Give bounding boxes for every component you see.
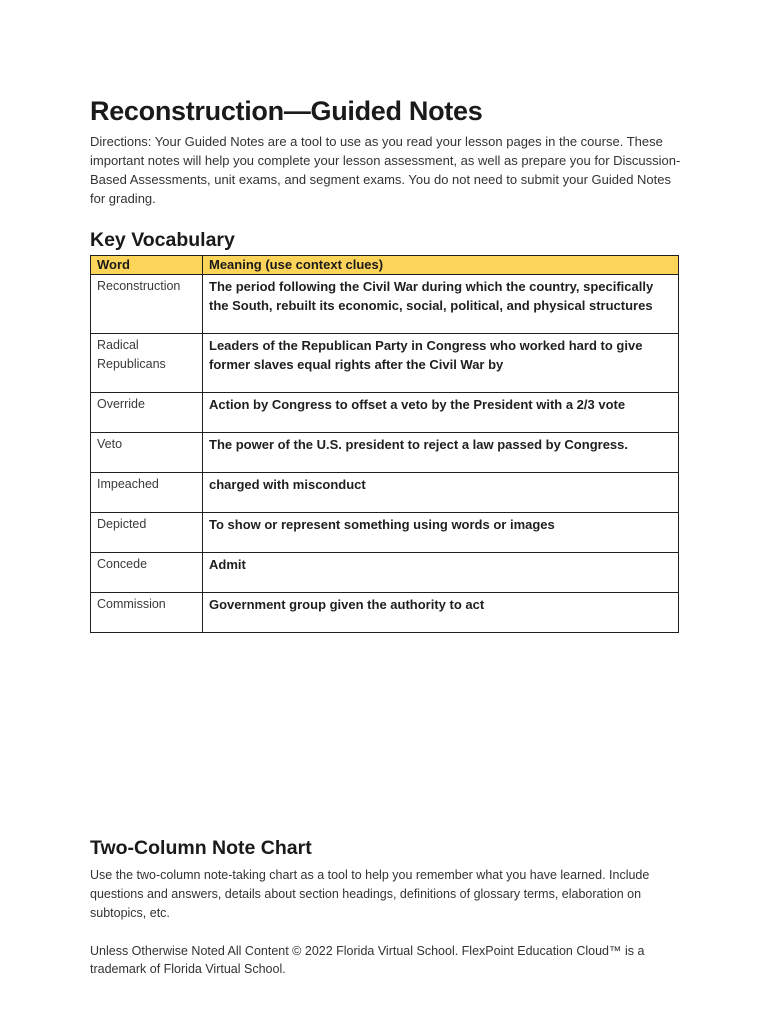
vocab-word: Concede	[91, 553, 203, 593]
key-vocabulary-heading: Key Vocabulary	[90, 229, 235, 251]
vocab-word: Reconstruction	[91, 275, 203, 334]
table-row	[91, 334, 679, 393]
note-chart-heading: Two-Column Note Chart	[90, 837, 312, 859]
vocabulary-header-row	[91, 256, 679, 275]
vocab-word: Impeached	[91, 473, 203, 513]
vocab-word: Radical Republicans	[91, 334, 203, 393]
table-row	[91, 513, 679, 553]
vocab-meaning: Admit	[203, 553, 679, 593]
table-row	[91, 393, 679, 433]
table-row	[91, 593, 679, 633]
word-column-header: Word	[91, 256, 203, 275]
vocab-meaning: The power of the U.S. president to reject a law passed by Congress.	[203, 433, 679, 473]
vocab-word: Override	[91, 393, 203, 433]
vocab-meaning: Government group given the authority to act	[203, 593, 679, 633]
note-chart-instructions: Use the two-column note-taking chart as a tool to help you remember what you have learned. Include questions and answers, details about section headings, definitions of glossary terms, elaboration on subtopics, etc.	[90, 868, 650, 920]
table-row	[91, 433, 679, 473]
vocab-meaning: Leaders of the Republican Party in Congress who worked hard to give former slaves equal rights after the Civil War by	[203, 334, 679, 393]
vocab-meaning: To show or represent something using words or images	[203, 513, 679, 553]
table-row	[91, 553, 679, 593]
directions-text: Directions: Your Guided Notes are a tool to use as you read your lesson pages in the course. These important notes will help you complete your lesson assessment, as well as prepare you for Discussion-Based Assessments, unit exams, and segment exams. You do not need to submit your Guided Notes for grading.	[90, 134, 681, 206]
vocab-meaning: The period following the Civil War during which the country, specifically the South, rebuilt its economic, social, political, and physical structures	[203, 275, 679, 334]
vocab-meaning: charged with misconduct	[203, 473, 679, 513]
table-row	[91, 275, 679, 334]
vocab-word: Veto	[91, 433, 203, 473]
vocab-word: Depicted	[91, 513, 203, 553]
vocab-meaning: Action by Congress to offset a veto by the President with a 2/3 vote	[203, 393, 679, 433]
meaning-column-header: Meaning (use context clues)	[203, 256, 679, 275]
vocabulary-table	[90, 255, 679, 633]
table-row	[91, 473, 679, 513]
copyright-footer: Unless Otherwise Noted All Content © 2022 Florida Virtual School. FlexPoint Education Cloud™ is a trademark of Florida Virtual School.	[90, 944, 645, 976]
vocab-word: Commission	[91, 593, 203, 633]
page-title: Reconstruction—Guided Notes	[90, 96, 483, 126]
